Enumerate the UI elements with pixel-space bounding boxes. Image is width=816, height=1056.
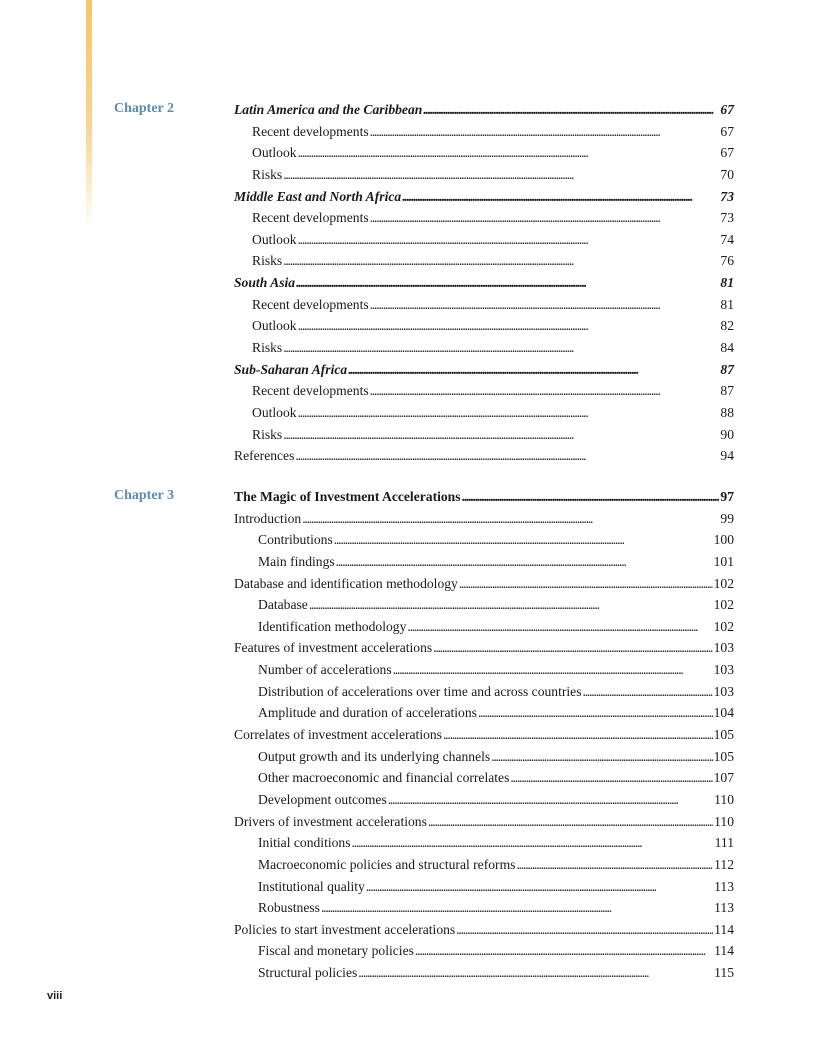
toc-dot-leader <box>402 186 719 208</box>
toc-entry[interactable] <box>234 919 734 941</box>
toc-dot-leader <box>370 121 720 143</box>
toc-dot-leader <box>423 99 719 121</box>
toc-entry-title: Policies to start investment accelerations <box>234 921 456 937</box>
toc-entry-page: 103 <box>713 640 734 656</box>
toc-entry-title: Middle East and North Africa <box>234 188 402 204</box>
toc-entry-page: 97 <box>720 489 734 504</box>
toc-dot-leader <box>370 380 720 402</box>
toc-dot-leader <box>336 551 713 573</box>
toc-entry-page: 81 <box>720 275 734 291</box>
toc-entry-title: South Asia <box>234 275 296 291</box>
toc-entry-title: Database and identification methodology <box>234 575 458 591</box>
toc-entry-page: 115 <box>714 965 734 981</box>
toc-entry[interactable] <box>234 359 734 381</box>
toc-dot-leader <box>370 207 720 229</box>
toc-entry-title: Recent developments <box>252 296 369 312</box>
toc-entry-title: Latin America and the Caribbean <box>234 102 423 117</box>
toc-entry-title: Sub-Saharan Africa <box>234 361 348 377</box>
toc-entry-title: Drivers of investment accelerations <box>234 813 427 829</box>
toc-entry-title: Macroeconomic policies and structural reforms <box>258 856 516 872</box>
toc-entry[interactable] <box>234 940 734 962</box>
toc-entry-title: Other macroeconomic and financial correlates <box>258 770 510 786</box>
chapter-3-label: Chapter 3 <box>114 488 175 503</box>
toc-entry-title: Fiscal and monetary policies <box>258 943 414 959</box>
toc-entry[interactable] <box>234 724 734 746</box>
toc-entry-title: Amplitude and duration of accelerations <box>258 705 477 721</box>
toc-dot-leader <box>295 445 719 467</box>
toc-entry-page: 81 <box>720 296 734 312</box>
toc-entry-title: Identification methodology <box>258 618 407 634</box>
toc-entry[interactable] <box>234 424 734 446</box>
toc-entry-title: Main findings <box>258 553 335 569</box>
toc-entry[interactable] <box>234 250 734 272</box>
toc-entry-page: 114 <box>714 943 734 959</box>
toc-entry-page: 102 <box>713 575 734 591</box>
toc-entry-title: Risks <box>252 340 283 356</box>
toc-dot-leader <box>358 962 713 984</box>
toc-entry-title: Development outcomes <box>258 791 387 807</box>
toc-entry-page: 76 <box>720 253 734 269</box>
toc-entry-title: Outlook <box>252 318 297 334</box>
toc-entry-page: 114 <box>714 921 734 937</box>
toc-entry[interactable] <box>234 854 734 876</box>
toc-entry[interactable] <box>234 962 734 984</box>
toc-entry[interactable] <box>234 508 734 530</box>
toc-entry[interactable] <box>234 789 734 811</box>
toc-entry[interactable] <box>234 380 734 402</box>
toc-dot-leader <box>283 337 719 359</box>
toc-entry-page: 105 <box>713 748 734 764</box>
toc-entry[interactable] <box>234 811 734 833</box>
toc-entry-title: Recent developments <box>252 210 369 226</box>
toc-dot-leader <box>459 573 713 595</box>
toc-entry-title: Distribution of accelerations over time and across countries <box>258 683 582 699</box>
toc-dot-leader <box>370 294 720 316</box>
toc-entry[interactable] <box>234 876 734 898</box>
toc-entry-title: Database <box>258 597 308 613</box>
accent-bar <box>86 0 92 230</box>
toc-dot-leader <box>393 659 713 681</box>
toc-dot-leader <box>462 486 720 508</box>
toc-entry[interactable] <box>234 445 734 467</box>
toc-entry-page: 87 <box>720 383 734 399</box>
toc-entry-page: 88 <box>720 404 734 420</box>
toc-entry[interactable] <box>234 315 734 337</box>
toc-entry[interactable] <box>234 681 734 703</box>
toc-entry-page: 102 <box>713 597 734 613</box>
toc-dot-leader <box>302 508 719 530</box>
toc-entry-page: 113 <box>714 900 734 916</box>
toc-entry-page: 73 <box>720 210 734 226</box>
toc-entry-title: Outlook <box>252 231 297 247</box>
toc-entry[interactable] <box>234 897 734 919</box>
toc-entry[interactable] <box>234 573 734 595</box>
toc-entry-title: Introduction <box>234 510 302 526</box>
toc-dot-leader <box>433 637 712 659</box>
toc-entry[interactable] <box>234 767 734 789</box>
toc-dot-leader <box>283 424 719 446</box>
toc-entry-page: 112 <box>714 856 734 872</box>
toc-entry[interactable] <box>234 164 734 186</box>
toc-entry[interactable] <box>234 207 734 229</box>
toc-entry-title: Robustness <box>258 900 320 916</box>
toc-entry[interactable] <box>234 142 734 164</box>
toc-dot-leader <box>298 229 720 251</box>
toc-dot-leader <box>298 142 720 164</box>
toc-entry[interactable] <box>234 746 734 768</box>
toc-entry-title: Outlook <box>252 404 297 420</box>
toc-entry-page: 102 <box>713 618 734 634</box>
toc-entry-title: Number of accelerations <box>258 662 392 678</box>
toc-entry[interactable] <box>234 186 734 208</box>
toc-entry-page: 67 <box>720 145 734 161</box>
toc-entry-title: The Magic of Investment Accelerations <box>234 489 461 504</box>
toc-entry-title: Risks <box>252 426 283 442</box>
toc-entry-page: 107 <box>713 770 734 786</box>
toc-entry-page: 90 <box>720 426 734 442</box>
toc-entry-title: Initial conditions <box>258 835 351 851</box>
toc-dot-leader <box>388 789 713 811</box>
toc-dot-leader <box>298 315 720 337</box>
toc-dot-leader <box>428 811 713 833</box>
toc-entry-page: 101 <box>713 553 734 569</box>
toc-entry-title: Contributions <box>258 532 333 548</box>
toc-dot-leader <box>478 702 713 724</box>
toc-dot-leader <box>366 876 713 898</box>
toc-entry-title: Outlook <box>252 145 297 161</box>
toc-dot-leader <box>296 272 719 294</box>
toc-entry-title: Structural policies <box>258 965 358 981</box>
toc-entry-page: 82 <box>720 318 734 334</box>
toc-dot-leader <box>298 402 720 424</box>
toc-entry[interactable] <box>234 294 734 316</box>
toc-entry-page: 103 <box>713 683 734 699</box>
toc-dot-leader <box>443 724 713 746</box>
chapter-3-toc <box>234 486 734 984</box>
toc-entry[interactable] <box>234 272 734 294</box>
toc-entry-page: 104 <box>713 705 734 721</box>
chapter-2-toc <box>234 99 734 467</box>
toc-entry-title: Features of investment accelerations <box>234 640 433 656</box>
toc-entry-title: Recent developments <box>252 383 369 399</box>
toc-entry-title: Institutional quality <box>258 878 365 894</box>
toc-entry-page: 70 <box>720 166 734 182</box>
toc-entry-page: 67 <box>720 123 734 139</box>
toc-dot-leader <box>283 164 719 186</box>
toc-entry[interactable] <box>234 616 734 638</box>
toc-entry[interactable] <box>234 402 734 424</box>
toc-entry-page: 87 <box>720 361 734 377</box>
toc-entry[interactable] <box>234 702 734 724</box>
toc-entry-page: 99 <box>720 510 734 526</box>
toc-entry[interactable] <box>234 551 734 573</box>
toc-entry-page: 111 <box>714 835 734 851</box>
toc-dot-leader <box>510 767 712 789</box>
toc-entry-page: 103 <box>713 662 734 678</box>
toc-entry[interactable] <box>234 121 734 143</box>
toc-dot-leader <box>309 594 713 616</box>
toc-dot-leader <box>516 854 713 876</box>
toc-dot-leader <box>283 250 719 272</box>
toc-entry-page: 105 <box>713 727 734 743</box>
toc-entry-page: 110 <box>714 813 734 829</box>
toc-entry-title: Risks <box>252 166 283 182</box>
toc-entry-page: 73 <box>720 188 734 204</box>
toc-entry-page: 84 <box>720 340 734 356</box>
toc-dot-leader <box>456 919 713 941</box>
toc-dot-leader <box>491 746 712 768</box>
toc-dot-leader <box>352 832 714 854</box>
toc-entry-page: 113 <box>714 878 734 894</box>
toc-dot-leader <box>334 529 713 551</box>
toc-dot-leader <box>348 359 719 381</box>
page-number: viii <box>47 990 63 1002</box>
toc-entry-page: 110 <box>714 791 734 807</box>
toc-dot-leader <box>321 897 713 919</box>
toc-entry[interactable] <box>234 486 734 508</box>
toc-entry[interactable] <box>234 832 734 854</box>
chapter-2-label: Chapter 2 <box>114 101 175 116</box>
toc-entry[interactable] <box>234 529 734 551</box>
toc-entry-title: Risks <box>252 253 283 269</box>
toc-entry-title: Recent developments <box>252 123 369 139</box>
toc-entry[interactable] <box>234 637 734 659</box>
toc-entry[interactable] <box>234 594 734 616</box>
toc-entry-page: 74 <box>720 231 734 247</box>
toc-entry[interactable] <box>234 659 734 681</box>
toc-entry-title: Output growth and its underlying channels <box>258 748 491 764</box>
toc-dot-leader <box>407 616 712 638</box>
toc-entry-title: Correlates of investment accelerations <box>234 727 442 743</box>
toc-entry-page: 100 <box>713 532 734 548</box>
toc-entry-title: References <box>234 448 295 464</box>
toc-entry[interactable] <box>234 337 734 359</box>
toc-dot-leader <box>415 940 713 962</box>
toc-entry[interactable] <box>234 229 734 251</box>
toc-entry-page: 67 <box>720 102 734 117</box>
toc-entry-page: 94 <box>720 448 734 464</box>
toc-dot-leader <box>583 681 713 703</box>
toc-entry[interactable] <box>234 99 734 121</box>
